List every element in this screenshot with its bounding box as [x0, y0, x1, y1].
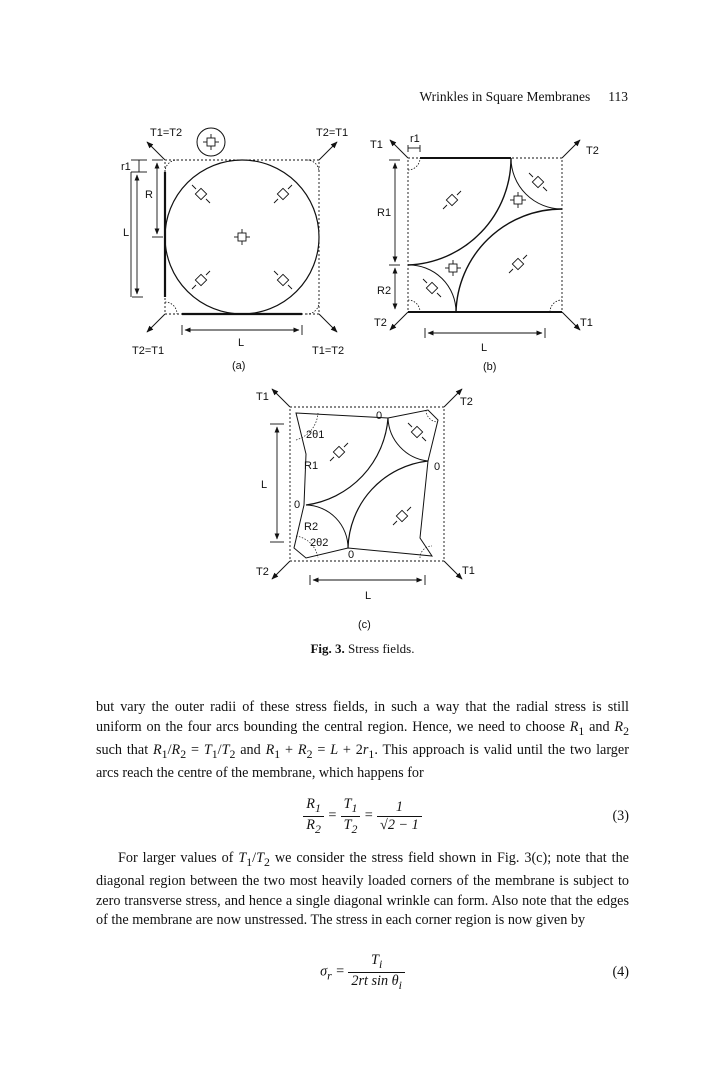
subfigure-c [256, 389, 475, 631]
a-caption: (a) [232, 360, 246, 372]
running-title: Wrinkles in Square Membranes [419, 89, 591, 104]
a-label-r1: r1 [121, 161, 131, 173]
c-zero-left: 0 [294, 499, 301, 511]
b-label-r1: r1 [410, 133, 420, 145]
b-label-tr: T2 [586, 145, 599, 157]
equation-3: $\frac{R_1}{R_2}$ = $\frac{T_1}{T_2}$ = $\frac{1}{√2 - 1}$ (3) [96, 796, 629, 836]
b-label-L-bottom: L [481, 342, 488, 354]
a-label-L-bottom: L [238, 337, 245, 349]
c-label-2theta1: 2θ1 [306, 429, 325, 441]
b-label-R2: R2 [377, 285, 392, 297]
figure-caption-label: Fig. 3. [310, 641, 345, 656]
page-number: 113 [608, 89, 628, 104]
paragraph-2: For larger values of $T_1/T_2$ we consider the stress field shown in Fig. 3(c); note that the diagonal region between the two most heavily loaded corners of the membrane is subject to zero transverse stress, and hence a single diagonal wrinkle can form. Also note that the edges of the membrane are now unstressed. The stress in each corner region is now given by [96, 850, 629, 929]
c-label-R2: R2 [304, 521, 319, 533]
equation-4-number: (4) [612, 964, 629, 980]
b-label-br: T1 [580, 317, 593, 329]
a-label-R: R [145, 189, 153, 201]
c-label-L-left: L [261, 479, 268, 491]
c-label-L-bottom: L [365, 590, 372, 602]
figure-caption-text: Stress fields. [348, 641, 415, 656]
a-label-tl: T1=T2 [150, 127, 183, 139]
equation-4: $\sigma_r$ = $\frac{T_i}{2rt \sin \theta_i}$ (4) [320, 952, 629, 992]
c-label-2theta2: 2θ2 [310, 537, 329, 549]
a-label-br: T1=T2 [312, 345, 345, 357]
a-label-bl: T2=T1 [132, 345, 165, 357]
b-caption: (b) [483, 361, 497, 373]
paragraph-1: but vary the outer radii of these stress fields, in such a way that the radial stress is still uniform on the four arcs bounding the central region. Hence, we need to choose $R_1$ and $R_2$ such that $R_1/R_2 = T_1/T_2$ and $R_1 + R_2 = L + 2r_1$. This approach is valid until the two larger arcs reach the centre of the membrane, which happens for [96, 699, 629, 782]
subfigure-b [370, 133, 599, 373]
c-zero-right: 0 [434, 461, 441, 473]
c-label-tl: T1 [256, 391, 269, 403]
c-label-bl: T2 [256, 566, 269, 578]
figure-caption [0, 641, 725, 657]
c-label-tr: T2 [460, 396, 473, 408]
b-label-bl: T2 [374, 317, 387, 329]
c-label-br: T1 [462, 565, 475, 577]
c-zero-bottom: 0 [348, 549, 355, 561]
c-zero-top: 0 [376, 410, 383, 422]
b-label-tl: T1 [370, 139, 383, 151]
subfigure-a [121, 127, 348, 372]
equation-3-number: (3) [612, 808, 629, 824]
a-label-tr: T2=T1 [316, 127, 349, 139]
c-caption: (c) [358, 619, 371, 631]
c-label-R1: R1 [304, 460, 319, 472]
a-label-L-left: L [123, 227, 130, 239]
b-label-R1: R1 [377, 207, 392, 219]
